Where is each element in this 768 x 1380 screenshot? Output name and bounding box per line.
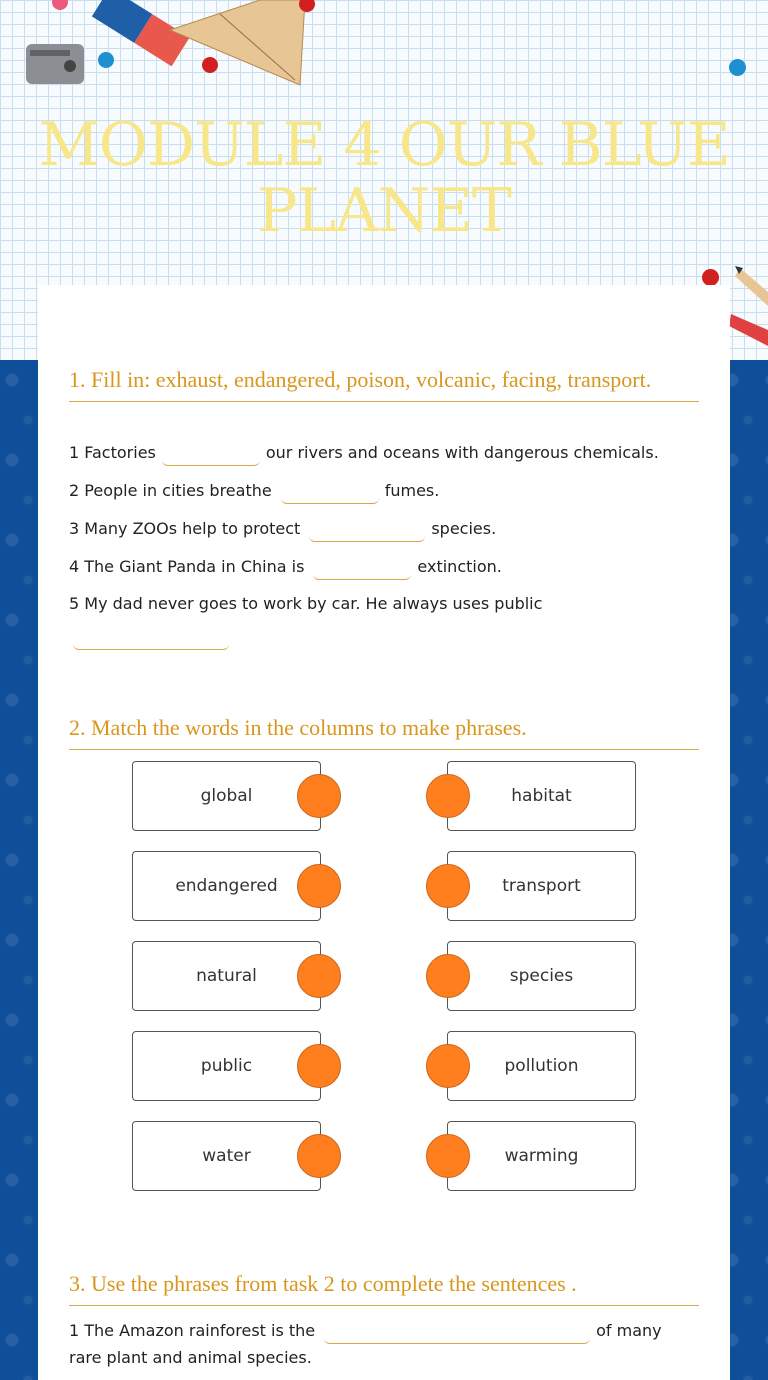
- stationery-decoration-icon: [20, 0, 330, 100]
- match-right-dot[interactable]: [426, 1134, 470, 1178]
- answer-blank-2[interactable]: [281, 484, 379, 504]
- match-left-label: water: [202, 1146, 251, 1166]
- section-1-title: 1. Fill in: exhaust, endangered, poison, volcanic, facing, transport.: [69, 367, 699, 402]
- dot-decoration-icon: [729, 59, 746, 76]
- match-right-box-habitat: [447, 761, 636, 831]
- complete-answer-blank-1[interactable]: [324, 1324, 590, 1344]
- match-left-dot[interactable]: [297, 774, 341, 818]
- match-left-dot[interactable]: [297, 1044, 341, 1088]
- match-right-dot[interactable]: [426, 1044, 470, 1088]
- match-right-label: transport: [502, 876, 581, 896]
- match-left-dot[interactable]: [297, 864, 341, 908]
- item-3-text-before: 3 Many ZOOs help to protect: [69, 519, 301, 538]
- match-left-label: endangered: [175, 876, 278, 896]
- match-left-dot[interactable]: [297, 1134, 341, 1178]
- match-left-label: natural: [196, 966, 257, 986]
- fill-in-item-2: [69, 477, 709, 504]
- fill-in-item-3: [69, 515, 709, 542]
- match-right-dot[interactable]: [426, 954, 470, 998]
- match-left-dot[interactable]: [297, 954, 341, 998]
- match-right-dot[interactable]: [426, 864, 470, 908]
- item-1-text-before: 1 Factories: [69, 443, 156, 462]
- match-left-box-water: [132, 1121, 321, 1191]
- match-right-dot[interactable]: [426, 774, 470, 818]
- complete-item-1-text-after: of many: [596, 1321, 662, 1340]
- section-3-title: 3. Use the phrases from task 2 to complete the sentences .: [69, 1271, 699, 1306]
- match-right-box-species: [447, 941, 636, 1011]
- item-1-text-after: our rivers and oceans with dangerous chemicals.: [265, 443, 659, 462]
- match-right-box-pollution: [447, 1031, 636, 1101]
- match-left-label: global: [200, 786, 253, 806]
- fill-in-item-5-blank-line: [69, 623, 709, 650]
- match-right-label: species: [509, 966, 574, 986]
- item-2-text-after: fumes.: [384, 481, 440, 500]
- answer-blank-4[interactable]: [313, 560, 411, 580]
- answer-blank-5[interactable]: [73, 630, 229, 650]
- item-5-text: 5 My dad never goes to work by car. He always uses public: [69, 594, 543, 613]
- answer-blank-1[interactable]: [162, 446, 260, 466]
- page-title: MODULE 4 OUR BLUE PLANET: [38, 110, 730, 246]
- match-right-label: habitat: [511, 786, 572, 806]
- complete-item-1-continuation: rare plant and animal species.: [69, 1348, 312, 1367]
- worksheet-paper: [38, 285, 730, 1380]
- match-left-box-public: [132, 1031, 321, 1101]
- pencil-decoration-icon: [725, 262, 768, 352]
- match-left-box-endangered: [132, 851, 321, 921]
- match-left-box-natural: [132, 941, 321, 1011]
- section-2-title: 2. Match the words in the columns to make phrases.: [69, 715, 699, 750]
- fill-in-item-5: [69, 590, 709, 617]
- match-left-box-global: [132, 761, 321, 831]
- match-right-box-transport: [447, 851, 636, 921]
- item-4-text-after: extinction.: [417, 557, 502, 576]
- item-4-text-before: 4 The Giant Panda in China is: [69, 557, 305, 576]
- answer-blank-3[interactable]: [309, 522, 425, 542]
- sharpener-icon: [26, 44, 84, 84]
- complete-item-1-text-before: 1 The Amazon rainforest is the: [69, 1321, 316, 1340]
- complete-item-1: [69, 1317, 709, 1344]
- fill-in-item-4: [69, 553, 709, 580]
- match-right-label: warming: [504, 1146, 579, 1166]
- match-left-label: public: [200, 1056, 253, 1076]
- item-2-text-before: 2 People in cities breathe: [69, 481, 272, 500]
- match-right-box-warming: [447, 1121, 636, 1191]
- item-3-text-after: species.: [431, 519, 497, 538]
- fill-in-item-1: [69, 439, 709, 466]
- dot-decoration-icon: [702, 269, 719, 286]
- match-right-label: pollution: [504, 1056, 579, 1076]
- ruler-icon: [170, 0, 305, 85]
